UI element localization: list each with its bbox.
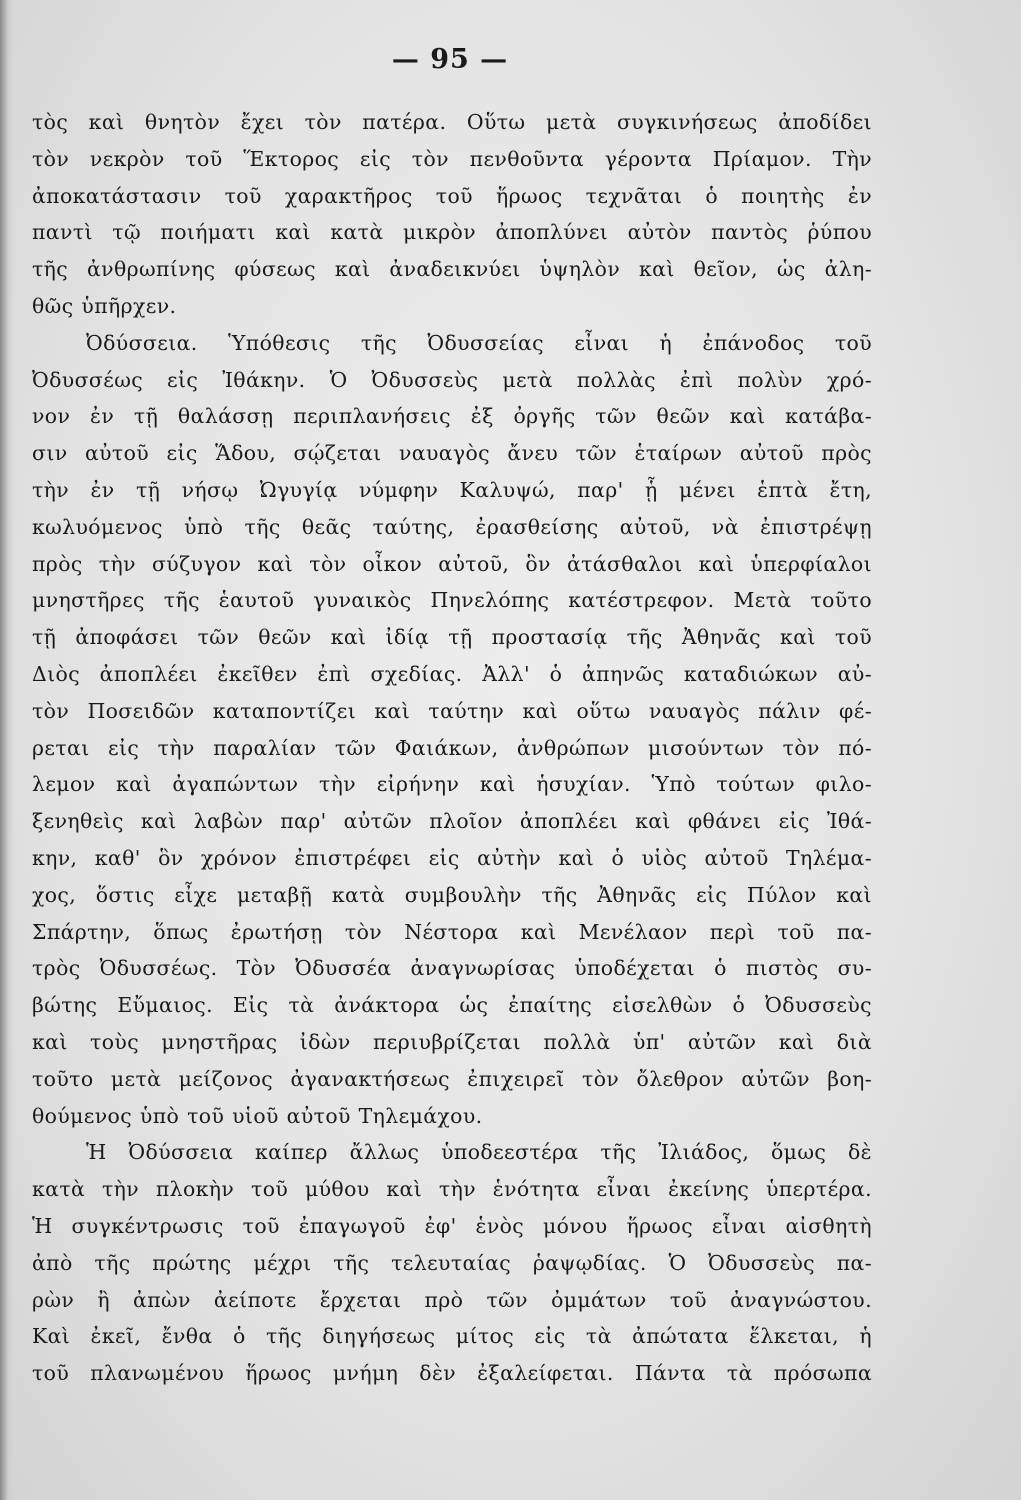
- text-line: τῆς ἀνθρωπίνης φύσεως καὶ ἀναδεικνύει ὑψηλὸν καὶ θεῖον, ὡς ἀλη-: [32, 257, 872, 282]
- text-line: νον ἐν τῇ θαλάσσῃ περιπλανήσεις ἐξ ὀργῆς τῶν θεῶν καὶ κατάβα-: [32, 404, 872, 429]
- text-line: Σπάρτην, ὅπως ἐρωτήσῃ τὸν Νέστορα καὶ Μενέλαον περὶ τοῦ πα-: [32, 919, 872, 944]
- text-line: μνηστῆρες τῆς ἑαυτοῦ γυναικὸς Πηνελόπης κατέστρεφον. Μετὰ τοῦτο: [32, 588, 872, 613]
- text-line: πρὸς τὴν σύζυγον καὶ τὸν οἶκον αὐτοῦ, ὃν ἀτάσθαλοι καὶ ὑπερφίαλοι: [32, 551, 872, 576]
- text-line: κωλυόμενος ὑπὸ τῆς θεᾶς ταύτης, ἐρασθείσης αὐτοῦ, νὰ ἐπιστρέψῃ: [32, 514, 872, 539]
- text-line: κατὰ τὴν πλοκὴν τοῦ μύθου καὶ τὴν ἑνότητα εἶναι ἐκείνης ὑπερτέρα.: [32, 1177, 872, 1202]
- text-line: τῇ ἀποφάσει τῶν θεῶν καὶ ἰδίᾳ τῇ προστασίᾳ τῆς Ἀθηνᾶς καὶ τοῦ: [32, 625, 872, 650]
- text-line: Ὀδυσσέως εἰς Ἰθάκην. Ὁ Ὀδυσσεὺς μετὰ πολλὰς ἐπὶ πολὺν χρό-: [32, 367, 872, 392]
- text-line: τρὸς Ὀδυσσέως. Τὸν Ὀδυσσέα ἀναγνωρίσας ὑποδέχεται ὁ πιστὸς συ-: [32, 956, 872, 981]
- text-line: τὸς καὶ θνητὸν ἔχει τὸν πατέρα. Οὕτω μετὰ συγκινήσεως ἀποδίδει: [32, 110, 872, 134]
- text-line: Καὶ ἐκεῖ, ἔνθα ὁ τῆς διηγήσεως μίτος εἰς τὰ ἀπώτατα ἕλκεται, ἡ: [32, 1324, 872, 1349]
- text-line: Ὀδύσσεια. Ὑπόθεσις τῆς Ὀδυσσείας εἶναι ἡ ἐπάνοδος τοῦ: [86, 330, 872, 355]
- text-line: ρὼν ἢ ἀπὼν ἀείποτε ἔρχεται πρὸ τῶν ὀμμάτων τοῦ ἀναγνώστου.: [32, 1287, 872, 1312]
- body-text: [32, 104, 872, 1392]
- text-line: τὸν νεκρὸν τοῦ Ἕκτορος εἰς τὸν πενθοῦντα γέροντα Πρίαμον. Τὴν: [32, 146, 872, 171]
- text-line: τὴν ἐν τῇ νήσῳ Ὠγυγίᾳ νύμφην Καλυψώ, παρ' ᾗ μένει ἑπτὰ ἔτη,: [32, 477, 872, 502]
- text-line: τοῦτο μετὰ μείζονος ἀγανακτήσεως ἐπιχειρεῖ τὸν ὄλεθρον αὐτῶν βοη-: [32, 1066, 872, 1091]
- text-line: ἀποκατάστασιν τοῦ χαρακτῆρος τοῦ ἥρωος τεχνᾶται ὁ ποιητὴς ἐν: [32, 183, 872, 208]
- text-line: Ἡ συγκέντρωσις τοῦ ἐπαγωγοῦ ἐφ' ἑνὸς μόνου ἥρωος εἶναι αἰσθητὴ: [32, 1213, 872, 1238]
- text-line: σιν αὐτοῦ εἰς Ἅδου, σῴζεται ναυαγὸς ἄνευ τῶν ἑταίρων αὐτοῦ πρὸς: [32, 441, 872, 466]
- text-line: ξενηθεὶς καὶ λαβὼν παρ' αὐτῶν πλοῖον ἀποπλέει καὶ φθάνει εἰς Ἰθά-: [32, 809, 872, 834]
- text-line: τοῦ πλανωμένου ἥρωος μνήμη δὲν ἐξαλείφεται. Πάντα τὰ πρόσωπα: [32, 1361, 872, 1386]
- text-line: Ἡ Ὀδύσσεια καίπερ ἄλλως ὑποδεεστέρα τῆς Ἰλιάδος, ὅμως δὲ: [86, 1140, 872, 1165]
- text-line: χος, ὅστις εἶχε μεταβῇ κατὰ συμβουλὴν τῆς Ἀθηνᾶς εἰς Πύλον καὶ: [32, 882, 872, 907]
- page-binding-edge: [0, 0, 14, 1500]
- page-number: — 95 —: [391, 44, 509, 75]
- text-line: θούμενος ὑπὸ τοῦ υἱοῦ αὐτοῦ Τηλεμάχου.: [32, 1103, 483, 1128]
- text-line: βώτης Εὔμαιος. Εἰς τὰ ἀνάκτορα ὡς ἐπαίτης εἰσελθὼν ὁ Ὀδυσσεὺς: [32, 993, 872, 1018]
- text-line: θῶς ὑπῆρχεν.: [32, 293, 177, 318]
- text-line: λεμον καὶ ἀγαπώντων τὴν εἰρήνην καὶ ἡσυχίαν. Ὑπὸ τούτων φιλο-: [32, 772, 872, 797]
- text-line: Διὸς ἀποπλέει ἐκεῖθεν ἐπὶ σχεδίας. Ἀλλ' ὁ ἀπηνῶς καταδιώκων αὐ-: [32, 661, 872, 686]
- text-line: παντὶ τῷ ποιήματι καὶ κατὰ μικρὸν ἀποπλύνει αὐτὸν παντὸς ῥύπου: [32, 220, 872, 245]
- text-line: τὸν Ποσειδῶν καταποντίζει καὶ ταύτην καὶ οὕτω ναυαγὸς πάλιν φέ-: [32, 698, 872, 723]
- text-line: κην, καθ' ὃν χρόνον ἐπιστρέφει εἰς αὐτὴν καὶ ὁ υἱὸς αὐτοῦ Τηλέμα-: [32, 845, 872, 870]
- text-line: ρεται εἰς τὴν παραλίαν τῶν Φαιάκων, ἀνθρώπων μισούντων τὸν πό-: [32, 735, 872, 760]
- text-line: καὶ τοὺς μνηστῆρας ἰδὼν περιυβρίζεται πολλὰ ὑπ' αὐτῶν καὶ διὰ: [32, 1029, 872, 1054]
- text-line: ἀπὸ τῆς πρώτης μέχρι τῆς τελευταίας ῥαψῳδίας. Ὁ Ὀδυσσεὺς πα-: [32, 1250, 872, 1275]
